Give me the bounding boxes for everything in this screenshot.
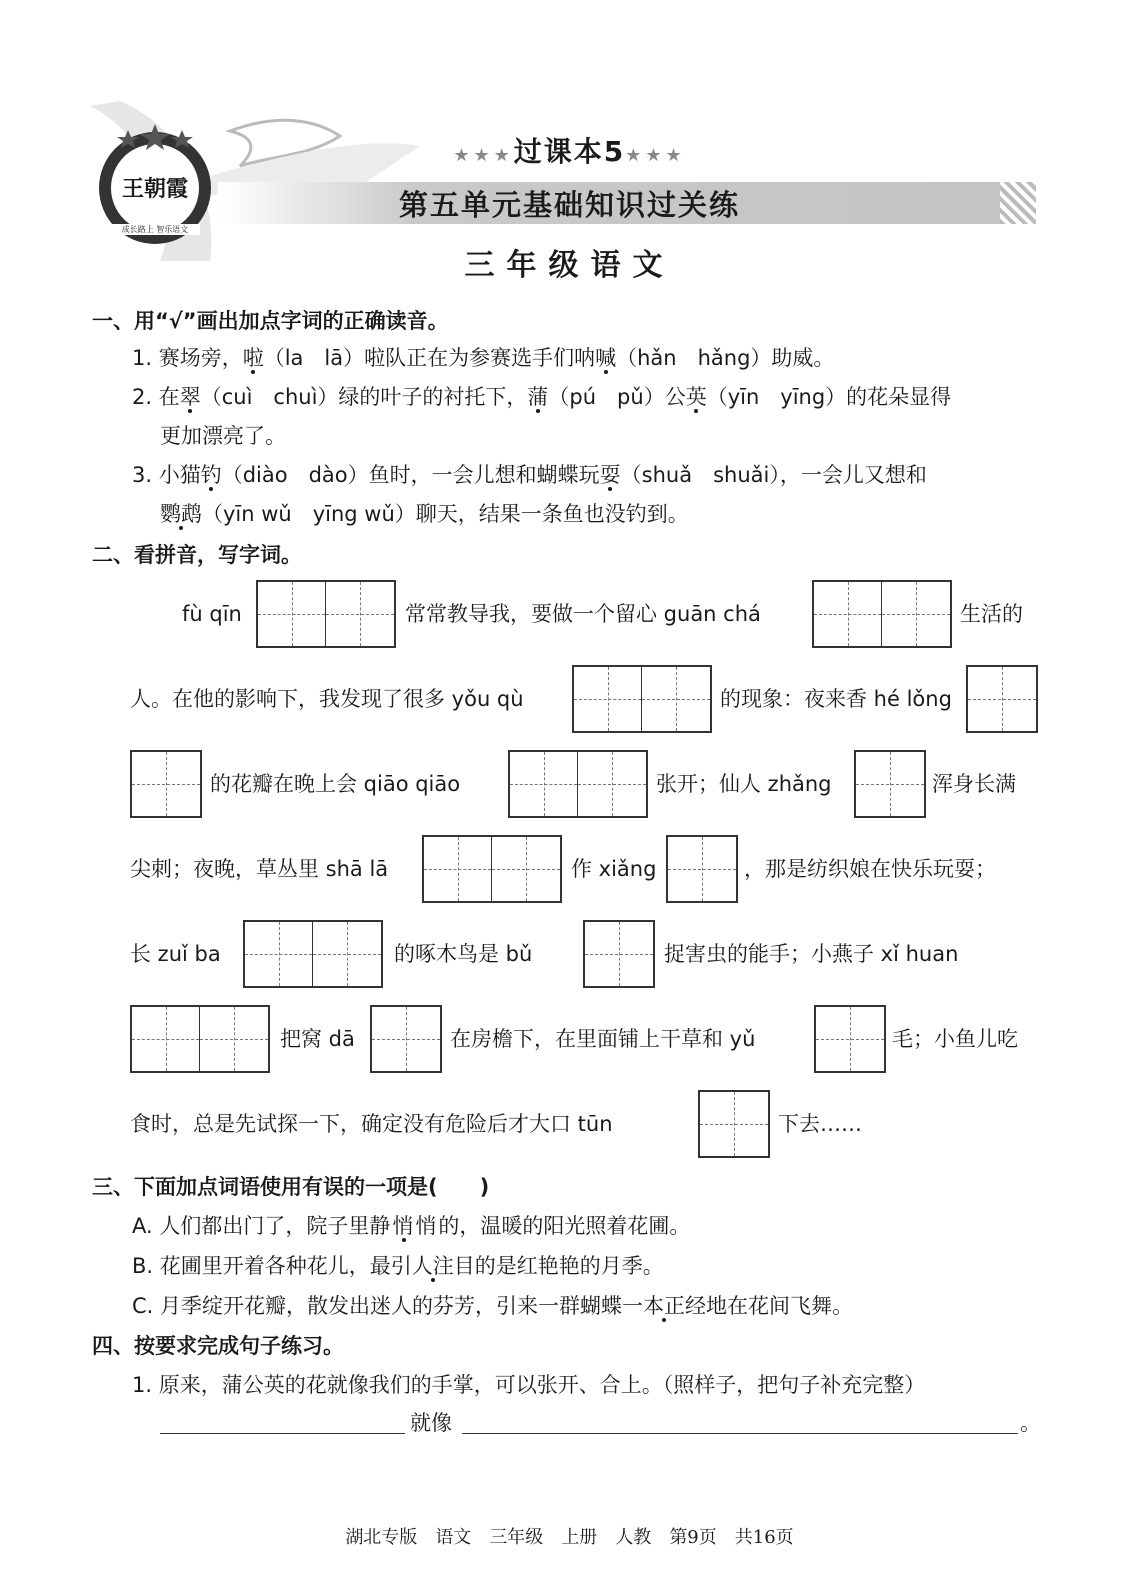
- q4-fill-end: 。: [1020, 1411, 1041, 1435]
- logo-slogan: 成长路上 智乐语文: [110, 224, 200, 235]
- q2-text-7: 张开；仙人 zhǎng: [656, 772, 832, 796]
- q1-item-1: 1. 赛场旁，啦（la lā）啦队正在为参赛选手们呐喊（hǎn hǎng）助威。: [132, 346, 835, 370]
- writing-box-zuiba[interactable]: [243, 920, 383, 988]
- q2-text-5: 的现象：夜来香 hé lǒng: [720, 687, 952, 711]
- series-title: ★★★过课本5★★★: [453, 135, 686, 168]
- q2-text-17: 毛；小鱼儿吃: [892, 1027, 1018, 1051]
- q2-text-9: 尖刺；夜晚，草丛里 shā lā: [130, 857, 389, 881]
- writing-box-youqu[interactable]: [572, 665, 712, 733]
- q1-item-2: 2. 在翠（cuì chuì）绿的叶子的衬托下，蒲（pú pǔ）公英（yīn yīng）的花朵显得: [132, 385, 952, 409]
- grade-subject: 三年级语文: [464, 248, 675, 283]
- writing-box-xiang[interactable]: [666, 835, 738, 903]
- q2-text-6: 的花瓣在晚上会 qiāo qiāo: [210, 772, 461, 796]
- writing-box-shala[interactable]: [422, 835, 562, 903]
- q2-text-4: 人。在他的影响下，我发现了很多 yǒu qù: [130, 687, 524, 711]
- answer-blank-1[interactable]: [160, 1433, 405, 1434]
- writing-box-helong-2[interactable]: [130, 750, 202, 818]
- q1-item-3-cont: 鹦鹉（yīn wǔ yīng wǔ）聊天，结果一条鱼也没钓到。: [160, 502, 689, 526]
- q2-text-16: 在房檐下，在里面铺上干草和 yǔ: [450, 1027, 756, 1051]
- logo-text: 王朝霞: [121, 176, 188, 202]
- q2-text-19: 下去……: [778, 1112, 862, 1136]
- q3-option-c[interactable]: C. 月季绽开花瓣，散发出迷人的芬芳，引来一群蝴蝶一本正经地在花间飞舞。: [132, 1294, 854, 1318]
- q4-title: 四、按要求完成句子练习。: [92, 1334, 344, 1358]
- page-footer: 湖北专版 语文 三年级 上册 人教 第9页 共16页: [345, 1527, 794, 1548]
- q2-title: 二、看拼音，写字词。: [92, 543, 302, 567]
- answer-blank-2[interactable]: [462, 1433, 1018, 1434]
- q2-text-18: 食时，总是先试探一下，确定没有危险后才大口 tūn: [130, 1112, 613, 1136]
- unit-title: 第五单元基础知识过关练: [398, 188, 740, 222]
- writing-box-xihuan[interactable]: [130, 1005, 270, 1073]
- writing-box-bu[interactable]: [583, 920, 655, 988]
- writing-box-tun[interactable]: [698, 1090, 770, 1158]
- writing-box-da[interactable]: [370, 1005, 442, 1073]
- q2-text-14: 捉害虫的能手；小燕子 xǐ huan: [664, 942, 959, 966]
- q2-text-8: 浑身长满: [932, 772, 1016, 796]
- q4-sentence-1: 1. 原来，蒲公英的花就像我们的手掌，可以张开、合上。（照样子，把句子补充完整）: [132, 1373, 926, 1397]
- writing-box-helong-1[interactable]: [966, 665, 1038, 733]
- q4-fill-mid: 就像: [410, 1411, 452, 1435]
- q2-text-11: ，那是纺织娘在快乐玩耍；: [744, 857, 996, 881]
- q2-text-3: 生活的: [960, 602, 1023, 626]
- q2-text-10: 作 xiǎng: [571, 857, 657, 881]
- q3-option-b[interactable]: B. 花圃里开着各种花儿，最引人注目的是红艳艳的月季。: [132, 1254, 664, 1278]
- q2-text-15: 把窝 dā: [280, 1027, 355, 1051]
- q1-item-2-cont: 更加漂亮了。: [160, 424, 286, 448]
- q3-option-a[interactable]: A. 人们都出门了，院子里静悄悄的，温暖的阳光照着花圃。: [132, 1214, 691, 1238]
- writing-box-guancha[interactable]: [812, 580, 952, 648]
- q2-text-2: 常常教导我，要做一个留心 guān chá: [405, 602, 761, 626]
- q2-text-13: 的啄木鸟是 bǔ: [394, 942, 533, 966]
- writing-box-yu[interactable]: [814, 1005, 886, 1073]
- q1-item-3: 3. 小猫钓（diào dào）鱼时，一会儿想和蝴蝶玩耍（shuǎ shuǎi），一会儿又想和: [132, 463, 927, 487]
- q1-title: 一、用“√”画出加点字词的正确读音。: [92, 309, 449, 333]
- q2-text-1: fù qīn: [182, 602, 242, 626]
- writing-box-zhang[interactable]: [854, 750, 926, 818]
- writing-box-fuqin[interactable]: [256, 580, 396, 648]
- q3-title: 三、下面加点词语使用有误的一项是( ): [92, 1175, 490, 1199]
- q2-text-12: 长 zuǐ ba: [130, 942, 221, 966]
- writing-box-qiaoqiao[interactable]: [508, 750, 648, 818]
